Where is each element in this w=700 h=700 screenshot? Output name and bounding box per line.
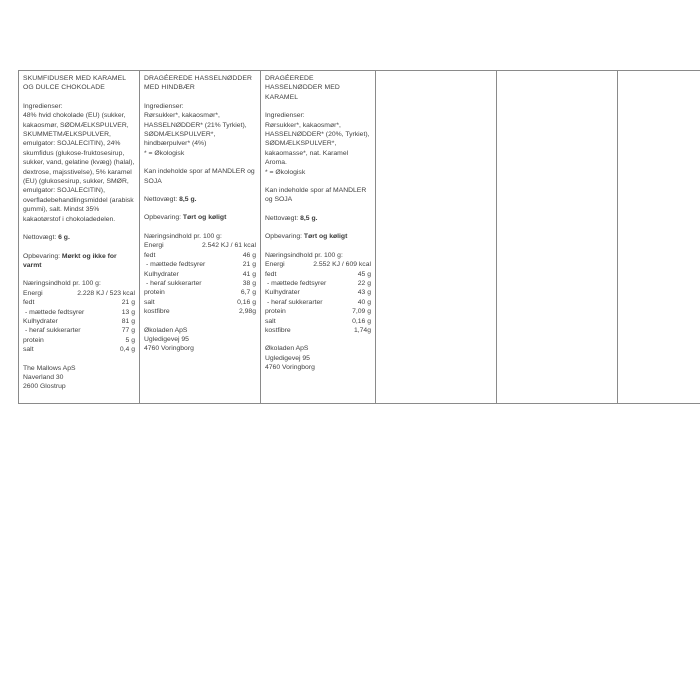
nutrition-header: Næringsindhold pr. 100 g: — [23, 280, 101, 288]
net-weight-value: 8,5 g. — [179, 196, 197, 204]
nutrition-row-energy — [23, 289, 135, 298]
company-street: Ugledigevej 95 — [144, 335, 189, 343]
ingredients-block — [144, 102, 256, 158]
ingredients-label: Ingredienser: — [144, 102, 184, 110]
nutrition-label: protein — [23, 336, 44, 344]
net-weight-label: Nettovægt: — [144, 196, 178, 204]
net-weight — [265, 214, 371, 223]
nutrition-header: Næringsindhold pr. 100 g: — [144, 232, 222, 240]
nutrition-label: protein — [144, 289, 165, 297]
nutrition-value: 45 g — [357, 270, 371, 278]
nutrition-label: protein — [265, 308, 286, 316]
nutrition-row-fat — [144, 251, 256, 260]
product-label-table — [18, 70, 700, 404]
nutrition-row-protein — [265, 307, 371, 316]
nutrition-value: 1,74g — [353, 326, 371, 334]
nutrition-label: - heraf sukkerarter — [146, 279, 202, 287]
nutrition-value: 7,09 g — [352, 308, 371, 316]
nutrition-label: kostfibre — [265, 326, 291, 334]
ingredients-block — [265, 111, 371, 177]
nutrition-label: salt — [23, 346, 34, 354]
nutrition-label: salt — [265, 317, 276, 325]
ingredients-label: Ingredienser: — [265, 112, 305, 120]
nutrition-label: Energi — [144, 242, 164, 250]
company-street: Ugledigevej 95 — [265, 354, 310, 362]
nutrition-value: 0,4 g — [119, 346, 135, 354]
nutrition-value: 2.552 KJ / 609 kcal — [313, 261, 371, 269]
nutrition-table — [265, 251, 371, 336]
nutrition-table — [23, 279, 135, 354]
net-weight-label: Nettovægt: — [265, 214, 299, 222]
allergen-note: Kan indeholde spor af MANDLER og SOJA — [265, 187, 367, 204]
nutrition-value: 38 g — [242, 279, 256, 287]
nutrition-value: 21 g — [121, 299, 135, 307]
storage-value: Tørt og køligt — [182, 214, 227, 222]
nutrition-label: - mættede fedtsyrer — [267, 279, 327, 287]
nutrition-label: salt — [144, 298, 155, 306]
company-address — [265, 344, 371, 372]
nutrition-label: Energi — [265, 261, 285, 269]
nutrition-row-fibre — [265, 326, 371, 335]
nutrition-value: 2.228 KJ / 523 kcal — [77, 289, 135, 297]
company-street: Naverland 30 — [23, 373, 64, 381]
storage — [265, 232, 371, 241]
company-city: 2600 Glostrup — [23, 383, 66, 391]
storage-value: Tørt og køligt — [303, 233, 348, 241]
allergen-note: Kan indeholde spor af MANDLER og SOJA — [144, 168, 255, 185]
product-column-hasselnodder-karamel — [261, 71, 376, 404]
nutrition-label: - mættede fedtsyrer — [25, 308, 85, 316]
product-title: DRAGÉEREDE HASSELNØDDER MED HINDBÆR — [144, 75, 253, 92]
nutrition-value: 22 g — [357, 279, 371, 287]
nutrition-row-protein — [144, 288, 256, 297]
nutrition-row-saturated-fat — [265, 279, 371, 288]
eco-note: * = Økologisk — [265, 168, 306, 176]
empty-column-1 — [376, 71, 497, 404]
nutrition-row-salt — [265, 317, 371, 326]
nutrition-label: kostfibre — [144, 308, 170, 316]
storage-label: Opbevaring: — [265, 233, 303, 241]
nutrition-value: 13 g — [121, 308, 135, 316]
nutrition-row-carbs — [23, 317, 135, 326]
nutrition-value: 2.542 KJ / 61 kcal — [201, 242, 256, 250]
nutrition-row-fat — [23, 298, 135, 307]
nutrition-value: 43 g — [357, 289, 371, 297]
nutrition-label: fedt — [144, 251, 156, 259]
nutrition-value: 46 g — [242, 251, 256, 259]
company-address — [144, 326, 256, 354]
nutrition-label: Kulhydrater — [265, 289, 300, 297]
nutrition-row-carbs — [144, 270, 256, 279]
nutrition-label: fedt — [265, 270, 277, 278]
storage — [144, 213, 256, 222]
ingredients-block — [23, 102, 135, 224]
product-title: DRAGÉEREDE HASSELNØDDER MED KARAMEL — [265, 75, 340, 101]
net-weight — [144, 195, 256, 204]
ingredients-text: Rørsukker*, kakaosmør*, HASSELNØDDER* (20%, Tyrkiet), SØDMÆLKSPULVER*, kakaomasse*, nat. Karamel Aroma. — [265, 121, 370, 167]
nutrition-row-protein — [23, 336, 135, 345]
net-weight-label: Nettovægt: — [23, 234, 57, 242]
nutrition-value: 81 g — [121, 317, 135, 325]
empty-column-3 — [618, 71, 700, 404]
nutrition-value: 40 g — [357, 298, 371, 306]
company-city: 4760 Voringborg — [144, 345, 194, 353]
ingredients-label: Ingredienser: — [23, 102, 63, 110]
eco-note: * = Økologisk — [144, 149, 185, 157]
net-weight — [23, 233, 135, 242]
ingredients-text: 48% hvid chokolade (EU) (sukker, kakaosmør, SØDMÆLKSPULVER, SKUMMETMÆLKSPULVER, emulgator: SOJALECITIN), 24% skumfidus (glukose-fruktosesirup, sukker, vand, gelatine (kvæg) (halal), dextrose, majsstivelse), 5% karamel (EU) (glukosesirup, sukker, SMØR, emulgator: SOJALECITIN), overfladebehandlingsmiddel (arabisk gummi), salt. Mindst 35% kakaotørstof i chokoladedelen. — [23, 112, 135, 223]
storage-label: Opbevaring: — [144, 214, 182, 222]
nutrition-row-sugars — [144, 279, 256, 288]
storage — [23, 252, 135, 271]
net-weight-value: 8,5 g. — [300, 214, 318, 222]
company-name: Økoladen ApS — [265, 345, 309, 353]
empty-column-2 — [497, 71, 618, 404]
nutrition-row-saturated-fat — [23, 308, 135, 317]
nutrition-row-fat — [265, 270, 371, 279]
nutrition-row-sugars — [23, 326, 135, 335]
nutrition-table — [144, 232, 256, 317]
nutrition-value: 41 g — [242, 270, 256, 278]
nutrition-value: 77 g — [121, 327, 135, 335]
nutrition-label: Energi — [23, 289, 43, 297]
nutrition-header: Næringsindhold pr. 100 g: — [265, 251, 343, 259]
nutrition-value: 0,16 g — [352, 317, 371, 325]
nutrition-value: 0,16 g — [237, 298, 256, 306]
product-column-hasselnodder-hindbaer — [140, 71, 261, 404]
nutrition-value: 2,98g — [238, 308, 256, 316]
nutrition-label: - mættede fedtsyrer — [146, 261, 206, 269]
nutrition-value: 6,7 g — [240, 289, 256, 297]
storage-label: Opbevaring: — [23, 252, 61, 260]
nutrition-label: Kulhydrater — [23, 317, 58, 325]
nutrition-label: fedt — [23, 299, 35, 307]
nutrition-row-fibre — [144, 307, 256, 316]
product-column-skumfiduser — [19, 71, 140, 404]
nutrition-row-saturated-fat — [144, 260, 256, 269]
net-weight-value: 6 g. — [58, 234, 70, 242]
company-name: Økoladen ApS — [144, 326, 188, 334]
storage-value: Mørkt og ikke for varmt — [23, 252, 117, 269]
product-title: SKUMFIDUSER MED KARAMEL OG DULCE CHOKOLADE — [23, 75, 126, 92]
company-name: The Mallows ApS — [23, 364, 76, 372]
label-row — [19, 71, 700, 404]
nutrition-row-sugars — [265, 298, 371, 307]
ingredients-text: Rørsukker*, kakaosmør*, HASSELNØDDER* (21% Tyrkiet), SØDMÆLKSPULVER*, hindbærpulver* (4%) — [144, 112, 247, 148]
nutrition-row-energy — [144, 241, 256, 250]
nutrition-value: 21 g — [242, 261, 256, 269]
nutrition-value: 5 g — [125, 336, 135, 344]
nutrition-row-carbs — [265, 288, 371, 297]
nutrition-row-salt — [23, 345, 135, 354]
nutrition-label: - heraf sukkerarter — [267, 298, 323, 306]
nutrition-label: - heraf sukkerarter — [25, 327, 81, 335]
nutrition-label: Kulhydrater — [144, 270, 179, 278]
nutrition-row-energy — [265, 260, 371, 269]
company-address — [23, 364, 135, 392]
company-city: 4760 Voringborg — [265, 364, 315, 372]
nutrition-row-salt — [144, 298, 256, 307]
